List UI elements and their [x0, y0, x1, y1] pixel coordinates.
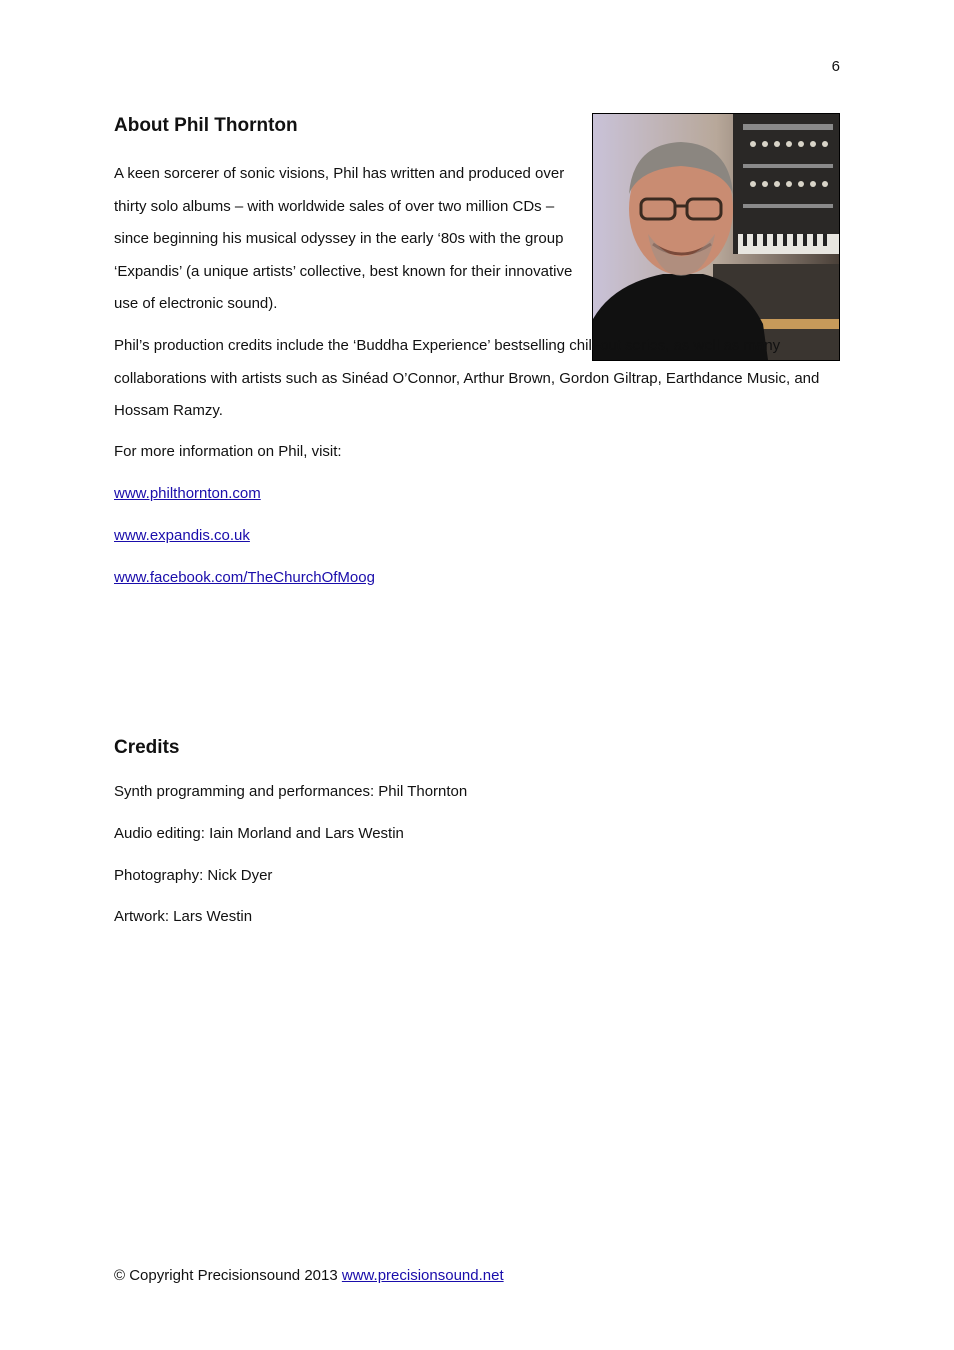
- footer: [114, 1267, 504, 1284]
- about-paragraph-3: For more information on Phil, visit:: [114, 443, 342, 460]
- portrait-photo: [592, 113, 840, 361]
- credit-item: Audio editing: Iain Morland and Lars Westin: [114, 825, 404, 842]
- link-philthornton[interactable]: www.philthornton.com: [114, 485, 261, 502]
- link-facebook[interactable]: www.facebook.com/TheChurchOfMoog: [114, 569, 375, 586]
- credit-item: Artwork: Lars Westin: [114, 908, 253, 925]
- about-paragraph-2: Phil’s production credits include the ‘Buddha Experience’ bestselling chill-out series, as well as many collaborations with artists such as Sinéad O’Connor, Arthur Brown, Gordon Giltrap, Earthdance Music, and Hossam Ramzy.: [114, 337, 820, 419]
- credits-heading: Credits: [114, 737, 180, 758]
- link-expandis[interactable]: www.expandis.co.uk: [114, 527, 250, 544]
- footer-link[interactable]: www.precisionsound.net: [341, 1267, 504, 1284]
- about-heading: About Phil Thornton: [114, 115, 298, 136]
- page-number: 6: [831, 58, 840, 75]
- footer-copyright: © Copyright Precisionsound 2013: [114, 1267, 342, 1284]
- credit-item: Synth programming and performances: Phil Thornton: [114, 783, 468, 800]
- credit-item: Photography: Nick Dyer: [114, 867, 273, 884]
- about-paragraph-1: A keen sorcerer of sonic visions, Phil has written and produced over thirty solo albums – with worldwide sales of over two million CDs – since beginning his musical odyssey in the early ‘80s with the group ‘Expandis’ (a unique artists’ collective, best known for their innovative use of electronic sound).: [114, 165, 573, 312]
